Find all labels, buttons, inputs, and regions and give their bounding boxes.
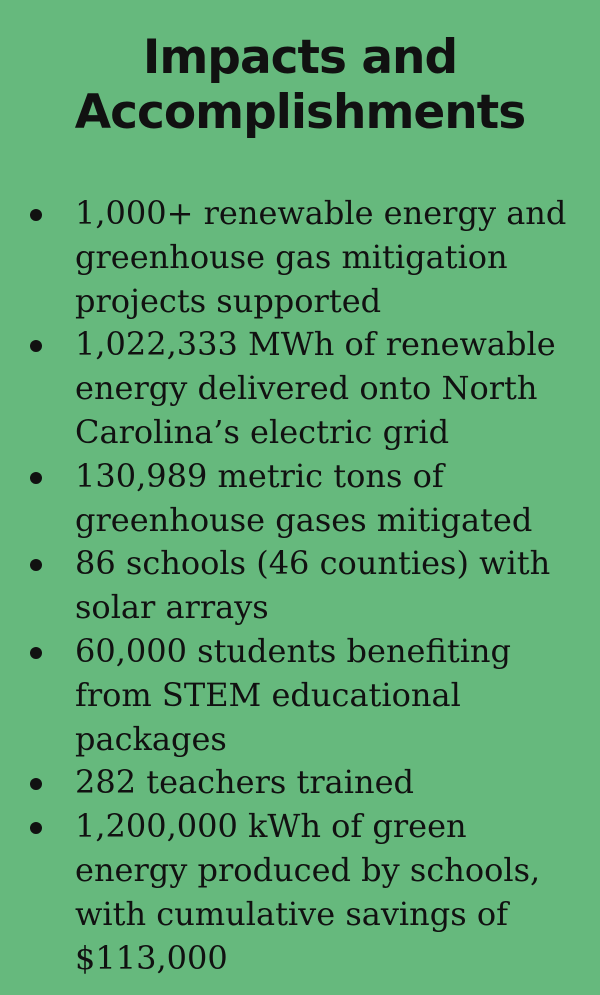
bullet-icon xyxy=(30,559,42,571)
item-text-line: projects supported xyxy=(75,281,382,320)
list-item xyxy=(0,192,600,323)
bullet-icon xyxy=(30,647,42,659)
item-text-line: greenhouse gas mitigation xyxy=(75,237,508,276)
item-text-line: from STEM educational xyxy=(75,675,461,714)
item-text-line: 1,200,000 kWh of green xyxy=(75,807,467,846)
item-text-line: energy produced by schools, xyxy=(75,850,541,889)
item-text-line: energy delivered onto North xyxy=(75,369,538,408)
item-text-line: 1,000+ renewable energy and xyxy=(75,194,567,232)
list-item xyxy=(0,630,600,761)
list-item xyxy=(0,455,600,543)
item-text-line: 1,022,333 MWh of renewable xyxy=(75,325,556,364)
list-item xyxy=(0,323,600,454)
bullet-icon xyxy=(30,340,42,352)
bullet-icon xyxy=(30,778,42,790)
accomplishments-list xyxy=(0,192,600,980)
item-text-line: with cumulative savings of xyxy=(75,894,508,933)
title-line: Accomplishments xyxy=(74,85,526,140)
item-text-line: 282 teachers trained xyxy=(75,763,414,802)
bullet-icon xyxy=(30,822,42,834)
bullet-icon xyxy=(30,472,42,484)
panel-title xyxy=(0,30,600,140)
list-item xyxy=(0,542,600,630)
item-text-line: packages xyxy=(75,719,227,758)
item-text-line: greenhouse gases mitigated xyxy=(75,500,533,539)
item-text-line: 130,989 metric tons of xyxy=(75,456,444,495)
item-text-line: 60,000 students benefiting xyxy=(75,631,512,670)
item-text-line: $113,000 xyxy=(75,938,228,977)
list-item xyxy=(0,761,600,805)
item-text-line: solar arrays xyxy=(75,588,269,627)
item-text-line: Carolina’s electric grid xyxy=(75,412,450,451)
item-text-line: 86 schools (46 counties) with xyxy=(75,544,551,583)
title-line: Impacts and xyxy=(142,30,458,85)
bullet-icon xyxy=(30,209,42,221)
list-item xyxy=(0,805,600,980)
